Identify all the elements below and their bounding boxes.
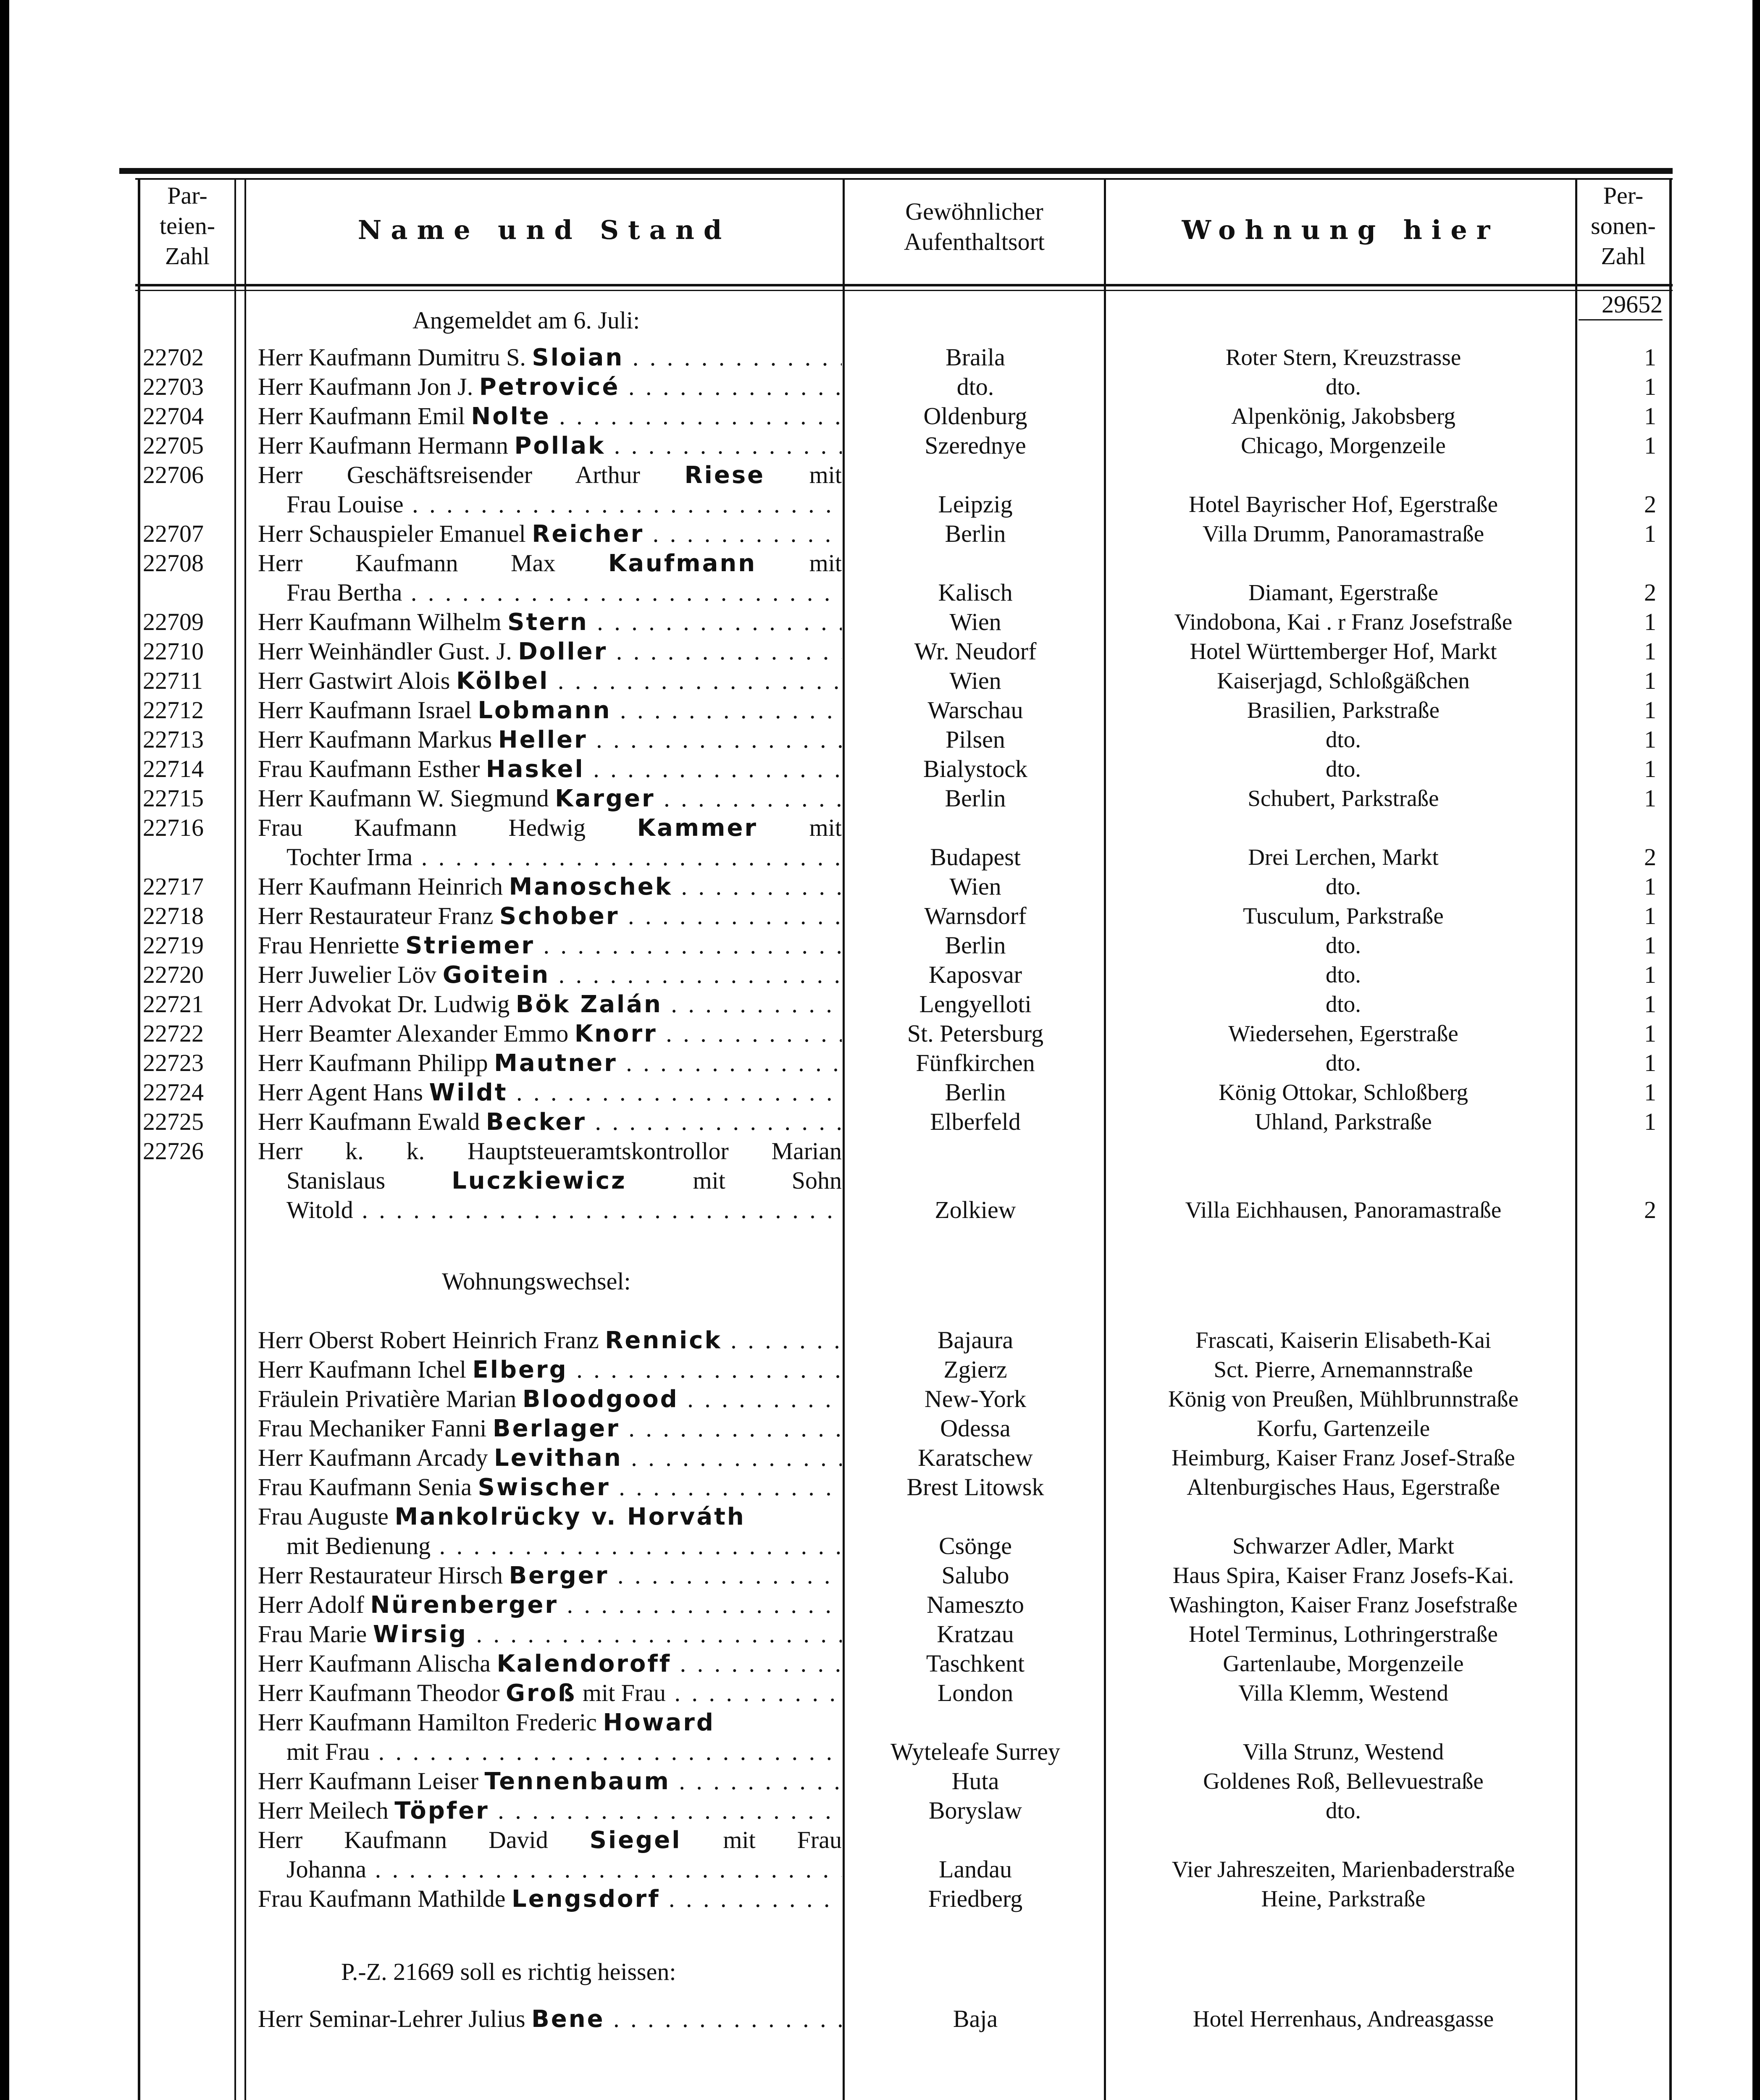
lodging-here: dto. — [1325, 756, 1361, 782]
surname: Doller — [518, 638, 608, 665]
entry-name-line: Herr Seminar-Lehrer Julius Bene . . . — [258, 2004, 842, 2034]
surname: Siegel — [589, 1827, 682, 1854]
header-rule-bottom — [135, 284, 1673, 286]
surname: Mankolrücky v. Horváth — [394, 1503, 746, 1530]
header-rule-bottom-2 — [135, 290, 1673, 291]
surname: Kaufmann — [608, 550, 757, 577]
table-row — [9, 725, 1752, 754]
surname: Lobmann — [478, 697, 612, 724]
lodging-here: dto. — [1325, 727, 1361, 752]
header-col-ort: Gewöhnlicher Aufenthaltsort — [904, 198, 1045, 255]
surname: Bök Zalán — [515, 991, 662, 1018]
header-col-personen: Per- sonen- Zahl — [1591, 182, 1656, 270]
table-row — [9, 1590, 1752, 1620]
surname: Howard — [603, 1709, 715, 1736]
lodging-here: Gartenlaube, Morgenzeile — [1223, 1651, 1464, 1676]
person-count: 1 — [1644, 902, 1656, 929]
lodging-here: Korfu, Gartenzeile — [1256, 1415, 1430, 1441]
surname: Swischer — [478, 1474, 610, 1501]
section-title-registered: Angemeldet am 6. Juli: — [412, 307, 640, 334]
usual-residence: Nameszto — [927, 1591, 1024, 1618]
usual-residence: Pilsen — [946, 726, 1005, 753]
party-number: 22706 — [143, 461, 204, 488]
usual-residence: Warnsdorf — [924, 902, 1027, 929]
party-number: 22723 — [143, 1049, 204, 1076]
header-rule-top — [135, 178, 1673, 180]
table-row — [9, 343, 1752, 372]
surname: Goitein — [442, 961, 550, 989]
table-row — [9, 1019, 1752, 1048]
surname: Bene — [531, 2006, 605, 2033]
party-number: 22702 — [143, 344, 204, 371]
entry-name-line: Frau Marie Wirsig . . . — [258, 1620, 842, 1649]
surname: Mautner — [494, 1050, 617, 1077]
party-number: 22726 — [143, 1137, 204, 1165]
table-row — [9, 607, 1752, 637]
party-number: 22718 — [143, 902, 204, 929]
surname: Heller — [498, 726, 588, 753]
header-col-name: Name und Stand — [357, 215, 731, 245]
party-number: 22725 — [143, 1108, 204, 1135]
lodging-here: Villa Klemm, Westend — [1238, 1680, 1448, 1706]
table-row — [9, 1649, 1752, 1678]
table-row — [9, 1384, 1752, 1414]
usual-residence: London — [937, 1679, 1014, 1706]
surname: Tennenbaum — [484, 1768, 670, 1795]
usual-residence: Boryslaw — [928, 1797, 1022, 1824]
usual-residence: Warschau — [927, 696, 1023, 724]
party-number: 22724 — [143, 1079, 204, 1106]
table-row — [9, 1473, 1752, 1502]
entry-name-line: Frau Bertha . . . — [286, 578, 842, 607]
entry-name-line: Herr Kaufmann Heinrich Manoschek . . . — [258, 872, 842, 902]
entry-name-line: Herr Juwelier Löv Goitein . . . — [258, 960, 842, 990]
party-number: 22704 — [143, 402, 204, 430]
usual-residence: Kalisch — [938, 579, 1013, 606]
party-number: 22711 — [143, 667, 203, 694]
lodging-here: Chicago, Morgenzeile — [1241, 433, 1446, 458]
lodging-here: dto. — [1325, 1050, 1361, 1076]
entry-name-line: Herr Kaufmann Dumitru S. Sloian . . . — [258, 343, 842, 373]
party-number: 22722 — [143, 1020, 204, 1047]
table-row — [9, 549, 1752, 578]
table-row — [9, 1195, 1752, 1225]
entry-name-line: Herr Kaufmann Markus Heller . . . — [258, 725, 842, 755]
entry-name-line: Herr Gastwirt Alois Kölbel . . . — [258, 666, 842, 696]
party-number: 22710 — [143, 638, 204, 665]
entry-name-line: Frau Kaufmann Esther Haskel . . . — [258, 754, 842, 784]
lodging-here: Wiedersehen, Egerstraße — [1228, 1021, 1458, 1046]
lodging-here: dto. — [1325, 374, 1361, 399]
lodging-here: Heimburg, Kaiser Franz Josef-Straße — [1172, 1445, 1515, 1470]
table-row — [9, 1825, 1752, 1855]
entry-name-line: Herr Kaufmann Hamilton Frederic Howard — [258, 1709, 715, 1736]
surname: Kammer — [637, 814, 758, 842]
person-count: 2 — [1644, 843, 1656, 871]
table-row — [9, 843, 1752, 872]
surname: Becker — [486, 1108, 586, 1136]
party-number: 22721 — [143, 990, 204, 1018]
entry-name-line: Herr Agent Hans Wildt . . . — [258, 1078, 842, 1108]
lodging-here: Hotel Württemberger Hof, Markt — [1190, 638, 1497, 664]
entry-name-line: Herr Oberst Robert Heinrich Franz Rennick . . . — [258, 1326, 842, 1355]
lodging-here: Villa Strunz, Westend — [1243, 1739, 1444, 1764]
surname: Petrovicé — [479, 373, 620, 401]
surname: Wildt — [429, 1079, 508, 1106]
table-row — [9, 754, 1752, 784]
surname: Levithan — [494, 1444, 623, 1472]
lodging-here: Hotel Terminus, Lothringerstraße — [1189, 1621, 1498, 1647]
person-count: 1 — [1644, 344, 1656, 371]
table-row — [9, 1884, 1752, 1914]
usual-residence: Zgierz — [943, 1356, 1007, 1383]
entry-name-line: Frau Henriette Striemer . . . — [258, 931, 842, 961]
party-number: 22703 — [143, 373, 204, 400]
surname: Reicher — [532, 520, 644, 548]
table-row — [9, 490, 1752, 519]
lodging-here: Vindobona, Kai . r Franz Josefstraße — [1174, 609, 1513, 635]
usual-residence: Braila — [946, 344, 1005, 371]
table-row — [9, 578, 1752, 607]
usual-residence: Odessa — [940, 1415, 1011, 1442]
entry-name-line: Frau Kaufmann Hedwig Kammer mit — [258, 814, 842, 842]
person-count: 1 — [1644, 873, 1656, 900]
person-count: 1 — [1644, 1049, 1656, 1076]
lodging-here: Hotel Herrenhaus, Andreasgasse — [1193, 2006, 1494, 2032]
person-count: 1 — [1644, 402, 1656, 430]
entry-name-line: Frau Louise . . . — [286, 490, 842, 519]
lodging-here: Schwarzer Adler, Markt — [1232, 1533, 1454, 1559]
entry-name-line: Herr k. k. Hauptsteueramtskontrollor Marian — [258, 1137, 842, 1165]
entry-name-line: Herr Kaufmann Philipp Mautner . . . — [258, 1048, 842, 1078]
person-count: 1 — [1644, 726, 1656, 753]
usual-residence: Kratzau — [937, 1620, 1014, 1648]
usual-residence: Huta — [951, 1767, 999, 1795]
usual-residence: Wien — [949, 873, 1001, 900]
usual-residence: Karatschew — [918, 1444, 1033, 1471]
lodging-here: Uhland, Parkstraße — [1255, 1109, 1432, 1134]
party-number: 22715 — [143, 785, 204, 812]
table-row — [9, 696, 1752, 725]
usual-residence: St. Petersburg — [907, 1020, 1044, 1047]
usual-residence: Friedberg — [928, 1885, 1023, 1912]
surname: Stern — [507, 609, 588, 636]
person-count: 1 — [1644, 432, 1656, 459]
usual-residence: Berlin — [945, 932, 1006, 959]
table-row — [9, 372, 1752, 402]
section-title-correction: P.-Z. 21669 soll es richtig heissen: — [341, 1958, 676, 1985]
party-number: 22707 — [143, 520, 204, 547]
entry-name-line: Herr Kaufmann Max Kaufmann mit — [258, 549, 842, 577]
entry-name-line: Herr Kaufmann Hermann Pollak . . . — [258, 431, 842, 461]
usual-residence: Salubo — [941, 1562, 1009, 1589]
party-number: 22709 — [143, 608, 204, 635]
surname: Töpfer — [394, 1797, 489, 1824]
surname: Wirsig — [373, 1621, 468, 1648]
table-row — [9, 1107, 1752, 1137]
lodging-here: Alpenkönig, Jakobsberg — [1231, 403, 1455, 429]
person-count: 2 — [1644, 579, 1656, 606]
party-number: 22713 — [143, 726, 204, 753]
table-row — [9, 931, 1752, 960]
surname: Elberg — [472, 1356, 568, 1383]
surname: Kölbel — [456, 667, 549, 695]
entry-name-line: Herr Kaufmann Ewald Becker . . . — [258, 1107, 842, 1137]
entry-name-line: Fräulein Privatière Marian Bloodgood . . . — [258, 1384, 842, 1414]
usual-residence: dto. — [956, 373, 994, 400]
person-count: 1 — [1644, 785, 1656, 812]
usual-residence: Bialystock — [923, 755, 1028, 782]
entry-name-line: Herr Restaurateur Franz Schober . . . — [258, 901, 842, 931]
surname: Berlager — [492, 1415, 620, 1442]
usual-residence: Taschkent — [926, 1650, 1025, 1677]
usual-residence: Brest Litowsk — [906, 1473, 1044, 1501]
lodging-here: Drei Lerchen, Markt — [1248, 844, 1439, 870]
surname: Schober — [499, 903, 620, 930]
table-row — [9, 1737, 1752, 1767]
lodging-here: König Ottokar, Schloßberg — [1218, 1079, 1468, 1105]
surname: Groß — [506, 1680, 577, 1707]
entry-name-line: Herr Kaufmann Wilhelm Stern . . . — [258, 607, 842, 637]
entry-name-line: Witold . . . — [286, 1195, 842, 1225]
usual-residence: Berlin — [945, 1079, 1006, 1106]
header-col-wohnung: Wohnung hier — [1182, 215, 1500, 245]
section-title-change: Wohnungswechsel: — [442, 1268, 631, 1295]
table-row — [9, 1166, 1752, 1195]
person-count: 1 — [1644, 608, 1656, 635]
usual-residence: Bajaura — [937, 1326, 1014, 1354]
entry-name-line: Herr Kaufmann Theodor Groß mit Frau . . . — [258, 1678, 842, 1708]
person-count: 1 — [1644, 755, 1656, 782]
entry-name-line: Herr Kaufmann Emil Nolte . . . — [258, 402, 842, 431]
usual-residence: Zolkiew — [935, 1196, 1016, 1223]
party-number: 22717 — [143, 873, 204, 900]
table-row — [9, 1502, 1752, 1531]
lodging-here: Villa Eichhausen, Panoramastraße — [1185, 1197, 1502, 1223]
lodging-here: Schubert, Parkstraße — [1248, 785, 1439, 811]
usual-residence: Csönge — [939, 1532, 1012, 1559]
table-row — [9, 1326, 1752, 1355]
lodging-here: dto. — [1325, 991, 1361, 1017]
party-number: 22719 — [143, 932, 204, 959]
surname: Rennick — [605, 1327, 722, 1354]
entry-name-line: Herr Kaufmann Alischa Kalendoroff . . . — [258, 1649, 842, 1679]
usual-residence: Landau — [939, 1856, 1012, 1883]
surname: Manoschek — [509, 873, 672, 900]
lodging-here: dto. — [1325, 874, 1361, 899]
lodging-here: Haus Spira, Kaiser Franz Josefs-Kai. — [1172, 1562, 1514, 1588]
entry-name-line: Frau Auguste Mankolrücky v. Horváth — [258, 1503, 746, 1530]
party-number: 22705 — [143, 432, 204, 459]
lodging-here: Roter Stern, Kreuzstrasse — [1225, 344, 1461, 370]
entry-name-line: Herr Adolf Nürenberger . . . — [258, 1590, 842, 1620]
table-row — [9, 1678, 1752, 1708]
table-row — [9, 901, 1752, 931]
top-rule — [119, 168, 1673, 174]
table-row — [9, 1767, 1752, 1796]
usual-residence: Oldenburg — [923, 402, 1027, 430]
table-row — [9, 1796, 1752, 1825]
person-count: 2 — [1644, 491, 1656, 518]
lodging-here: Hotel Bayrischer Hof, Egerstraße — [1188, 491, 1498, 517]
lodging-here: dto. — [1325, 962, 1361, 987]
table-row — [9, 960, 1752, 990]
header-col-nr: Par- teien- Zahl — [159, 182, 215, 270]
table-row — [9, 784, 1752, 813]
lodging-here: dto. — [1325, 932, 1361, 958]
usual-residence: Wr. Neudorf — [914, 638, 1037, 665]
lodging-here: König von Preußen, Mühlbrunnstraße — [1168, 1386, 1519, 1412]
table-row — [9, 1078, 1752, 1107]
entry-name-line: Tochter Irma . . . — [286, 843, 842, 872]
usual-residence: Szerednye — [925, 432, 1026, 459]
table-row — [9, 666, 1752, 696]
lodging-here: Villa Drumm, Panoramastraße — [1202, 521, 1484, 546]
lodging-here: Altenburgisches Haus, Egerstraße — [1187, 1474, 1500, 1500]
person-count: 1 — [1644, 696, 1656, 724]
table-row — [9, 1620, 1752, 1649]
party-number: 22708 — [143, 549, 204, 577]
usual-residence: Lengyelloti — [919, 990, 1032, 1018]
person-count: 1 — [1644, 373, 1656, 400]
person-count: 1 — [1644, 1108, 1656, 1135]
lodging-here: Heine, Parkstraße — [1261, 1886, 1426, 1911]
surname: Bloodgood — [522, 1386, 679, 1413]
usual-residence: Berlin — [945, 785, 1006, 812]
lodging-here: Tusculum, Parkstraße — [1243, 903, 1444, 929]
entry-name-line: mit Bedienung . . . — [286, 1531, 842, 1561]
entry-name-line: Herr Weinhändler Gust. J. Doller . . . — [258, 637, 842, 667]
usual-residence: Elberfeld — [930, 1108, 1021, 1135]
person-count: 1 — [1644, 638, 1656, 665]
table-row — [9, 813, 1752, 843]
carry-top: 29652 — [1579, 290, 1663, 320]
entry-name-line: Herr Kaufmann Leiser Tennenbaum . . . — [258, 1767, 842, 1796]
table-row — [9, 1414, 1752, 1443]
entry-name-line: Herr Kaufmann W. Siegmund Karger . . . — [258, 784, 842, 814]
entry-name-line: Herr Kaufmann Ichel Elberg . . . — [258, 1355, 842, 1385]
usual-residence: Budapest — [930, 843, 1021, 871]
surname: Karger — [555, 785, 655, 812]
person-count: 1 — [1644, 1020, 1656, 1047]
surname: Luczkiewicz — [452, 1167, 627, 1194]
table-row — [9, 1355, 1752, 1384]
entry-name-line: Frau Kaufmann Senia Swischer . . . — [258, 1473, 842, 1502]
usual-residence: Wien — [949, 667, 1001, 694]
table-row — [9, 1561, 1752, 1590]
lodging-here: Washington, Kaiser Franz Josefstraße — [1169, 1592, 1518, 1617]
table-row — [9, 1443, 1752, 1473]
table-row — [9, 637, 1752, 666]
table-row — [9, 460, 1752, 490]
person-count: 1 — [1644, 932, 1656, 959]
usual-residence: Kaposvar — [928, 961, 1022, 988]
entry-name-line: Frau Kaufmann Mathilde Lengsdorf . . . — [258, 1884, 842, 1914]
surname: Lengsdorf — [512, 1885, 660, 1913]
lodging-here: Kaiserjagd, Schloßgäßchen — [1217, 668, 1470, 693]
usual-residence: Leipzig — [938, 491, 1013, 518]
entry-name-line: Herr Schauspieler Emanuel Reicher . . . — [258, 519, 842, 549]
surname: Nolte — [471, 403, 551, 430]
table-row — [9, 1531, 1752, 1561]
usual-residence: Wien — [949, 608, 1001, 635]
lodging-here: dto. — [1325, 1798, 1361, 1823]
surname: Nürenberger — [370, 1591, 558, 1619]
table-row — [9, 402, 1752, 431]
party-number: 22712 — [143, 696, 204, 724]
entry-name-line: Herr Kaufmann David Siegel mit Frau — [258, 1826, 842, 1854]
usual-residence: New-York — [924, 1385, 1027, 1412]
register-page — [9, 0, 1752, 2100]
surname: Sloian — [532, 344, 624, 371]
person-count: 1 — [1644, 520, 1656, 547]
party-number: 22714 — [143, 755, 204, 782]
entry-name-line: Herr Kaufmann Israel Lobmann . . . — [258, 696, 842, 725]
entry-name-line: mit Frau . . . — [286, 1737, 842, 1767]
entry-name-line: Johanna . . . — [286, 1855, 842, 1884]
lodging-here: Brasilien, Parkstraße — [1247, 697, 1440, 723]
party-number: 22716 — [143, 814, 204, 841]
lodging-here: Vier Jahreszeiten, Marienbaderstraße — [1172, 1856, 1515, 1882]
party-number: 22720 — [143, 961, 204, 988]
person-count: 1 — [1644, 990, 1656, 1018]
table-row — [9, 431, 1752, 460]
person-count: 2 — [1644, 1196, 1656, 1223]
entry-name-line: Stanislaus Luczkiewicz mit Sohn — [286, 1167, 842, 1194]
person-count: 1 — [1644, 1079, 1656, 1106]
surname: Knorr — [574, 1020, 657, 1047]
table-row — [9, 1708, 1752, 1737]
table-row — [9, 1855, 1752, 1884]
table-row — [9, 1137, 1752, 1166]
entry-name-line: Herr Geschäftsreisender Arthur Riese mit — [258, 461, 842, 489]
lodging-here: Frascati, Kaiserin Elisabeth-Kai — [1195, 1327, 1492, 1353]
entry-name-line: Herr Restaurateur Hirsch Berger . . . — [258, 1561, 842, 1591]
entry-name-line: Herr Advokat Dr. Ludwig Bök Zalán . . . — [258, 990, 842, 1019]
entry-name-line: Herr Beamter Alexander Emmo Knorr . . . — [258, 1019, 842, 1049]
entry-name-line: Herr Meilech Töpfer . . . — [258, 1796, 842, 1826]
table-row — [9, 990, 1752, 1019]
surname: Berger — [509, 1562, 609, 1589]
table-row — [9, 1048, 1752, 1078]
person-count: 1 — [1644, 667, 1656, 694]
usual-residence: Berlin — [945, 520, 1006, 547]
table-row — [9, 519, 1752, 549]
surname: Striemer — [405, 932, 535, 959]
entry-name-line: Frau Mechaniker Fanni Berlager . . . — [258, 1414, 842, 1444]
table-row — [9, 2004, 1752, 2034]
table-row — [9, 872, 1752, 901]
usual-residence: Fünfkirchen — [916, 1049, 1035, 1076]
surname: Haskel — [486, 756, 585, 783]
person-count: 1 — [1644, 961, 1656, 988]
surname: Pollak — [514, 432, 606, 459]
lodging-here: Goldenes Roß, Bellevuestraße — [1203, 1768, 1484, 1794]
usual-residence: Wyteleafe Surrey — [891, 1738, 1060, 1765]
surname: Kalendoroff — [496, 1650, 672, 1677]
surname: Riese — [684, 462, 765, 489]
lodging-here: Diamant, Egerstraße — [1248, 580, 1439, 605]
entry-name-line: Herr Kaufmann Jon J. Petrovicé . . . — [258, 372, 842, 402]
usual-residence: Baja — [953, 2005, 998, 2032]
lodging-here: Sct. Pierre, Arnemannstraße — [1214, 1357, 1473, 1382]
entry-name-line: Herr Kaufmann Arcady Levithan . . . — [258, 1443, 842, 1473]
